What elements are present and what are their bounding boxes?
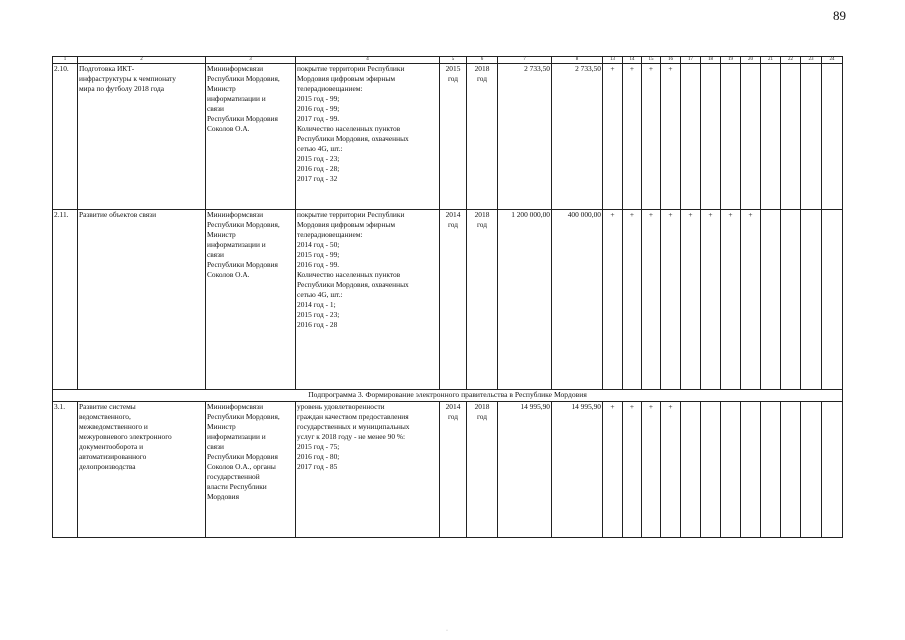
mark-cell: +	[603, 210, 623, 390]
mark-cell	[822, 210, 843, 390]
mark-cell: +	[642, 64, 661, 210]
responsible: Мининформсвязи Республики Мордовия, Министр информатизации и связи Республики Мордовия Соколов О.А.	[206, 64, 296, 210]
mark-cell: +	[642, 210, 661, 390]
mark-cell: +	[741, 210, 761, 390]
funding-amount: 14 995,90	[552, 402, 603, 538]
col-number: 14	[623, 57, 642, 64]
mark-cell	[801, 402, 822, 538]
col-number: 23	[801, 57, 822, 64]
mark-cell	[701, 64, 721, 210]
col-number: 16	[661, 57, 681, 64]
total-funding: 14 995,90	[498, 402, 552, 538]
col-number: 17	[681, 57, 701, 64]
start-year: 2015 год	[440, 64, 467, 210]
col-number: 4	[296, 57, 440, 64]
mark-cell: +	[681, 210, 701, 390]
end-year: 2018 год	[467, 402, 498, 538]
page-number: 89	[833, 8, 846, 23]
col-number: 6	[467, 57, 498, 64]
mark-cell	[822, 64, 843, 210]
mark-cell	[741, 64, 761, 210]
total-funding: 1 200 000,00	[498, 210, 552, 390]
mark-cell	[781, 402, 801, 538]
mark-cell: +	[661, 402, 681, 538]
mark-cell	[681, 64, 701, 210]
mark-cell: +	[701, 210, 721, 390]
col-number: 20	[741, 57, 761, 64]
mark-cell: +	[603, 64, 623, 210]
subprogram-row	[53, 390, 843, 402]
event-name: Развитие объектов связи	[78, 210, 206, 390]
start-year: 2014 год	[440, 210, 467, 390]
col-number: 13	[603, 57, 623, 64]
event-name: Развитие системы ведомственного, межведомственного и межуровневого электронного документооборота и автоматизированного делопроизводства	[78, 402, 206, 538]
mark-cell: +	[661, 64, 681, 210]
indicator: покрытие территории Республики Мордовия цифровым эфирным телерадиовещанием: 2014 год - 50; 2015 год - 99; 2016 год - 99. Количество населенных пунктов Республики Мордовия, охваченных сетью 4G, шт.: 2014 год - 1; 2015 год - 23; 2016 год - 28	[296, 210, 440, 390]
mark-cell	[801, 64, 822, 210]
end-year: 2018 год	[467, 210, 498, 390]
mark-cell	[741, 402, 761, 538]
event-name: Подготовка ИКТ- инфраструктуры к чемпионату мира по футболу 2018 года	[78, 64, 206, 210]
col-number: 2	[78, 57, 206, 64]
start-year: 2014 год	[440, 402, 467, 538]
row-number: 2.11.	[53, 210, 78, 390]
col-number: 8	[552, 57, 603, 64]
indicator: покрытие территории Республики Мордовия цифровым эфирным телерадиовещанием: 2015 год - 99; 2016 год - 99; 2017 год - 99. Количество населенных пунктов Республики Мордовия, охваченных сетью 4G, шт.: 2015 год - 23; 2016 год - 28; 2017 год - 32	[296, 64, 440, 210]
col-number: 3	[206, 57, 296, 64]
table-row	[53, 402, 843, 538]
col-number: 1	[53, 57, 78, 64]
col-number: 7	[498, 57, 552, 64]
mark-cell: +	[623, 64, 642, 210]
mark-cell: +	[642, 402, 661, 538]
scan-speck: ·	[446, 628, 448, 634]
subprogram-title: Подпрограмма 3. Формирование электронного правительства в Республике Мордовия	[53, 390, 843, 402]
mark-cell	[681, 402, 701, 538]
mark-cell	[721, 402, 741, 538]
mark-cell	[721, 64, 741, 210]
col-number: 5	[440, 57, 467, 64]
mark-cell: +	[623, 210, 642, 390]
mark-cell	[822, 402, 843, 538]
row-number: 3.1.	[53, 402, 78, 538]
mark-cell	[781, 64, 801, 210]
responsible: Мининформсвязи Республики Мордовия, Министр информатизации и связи Республики Мордовия Соколов О.А.	[206, 210, 296, 390]
col-number: 15	[642, 57, 661, 64]
col-number: 18	[701, 57, 721, 64]
mark-cell	[801, 210, 822, 390]
col-number: 19	[721, 57, 741, 64]
mark-cell	[761, 402, 781, 538]
col-number: 24	[822, 57, 843, 64]
funding-amount: 400 000,00	[552, 210, 603, 390]
responsible: Мининформсвязи Республики Мордовия, Министр информатизации и связи Республики Мордовия Соколов О.А., органы государственной власти Республики Мордовия	[206, 402, 296, 538]
table-row	[53, 64, 843, 210]
col-number: 22	[781, 57, 801, 64]
mark-cell	[761, 210, 781, 390]
mark-cell	[781, 210, 801, 390]
program-table	[52, 56, 843, 538]
mark-cell: +	[721, 210, 741, 390]
mark-cell: +	[603, 402, 623, 538]
row-number: 2.10.	[53, 64, 78, 210]
end-year: 2018 год	[467, 64, 498, 210]
col-number: 21	[761, 57, 781, 64]
funding-amount: 2 733,50	[552, 64, 603, 210]
table-row	[53, 210, 843, 390]
mark-cell	[701, 402, 721, 538]
mark-cell: +	[623, 402, 642, 538]
indicator: уровень удовлетворенности граждан качеством предоставления государственных и муниципальных услуг к 2018 году - не менее 90 %: 2015 год - 75; 2016 год - 80; 2017 год - 85	[296, 402, 440, 538]
mark-cell	[761, 64, 781, 210]
mark-cell: +	[661, 210, 681, 390]
column-number-row	[53, 57, 843, 64]
total-funding: 2 733,50	[498, 64, 552, 210]
